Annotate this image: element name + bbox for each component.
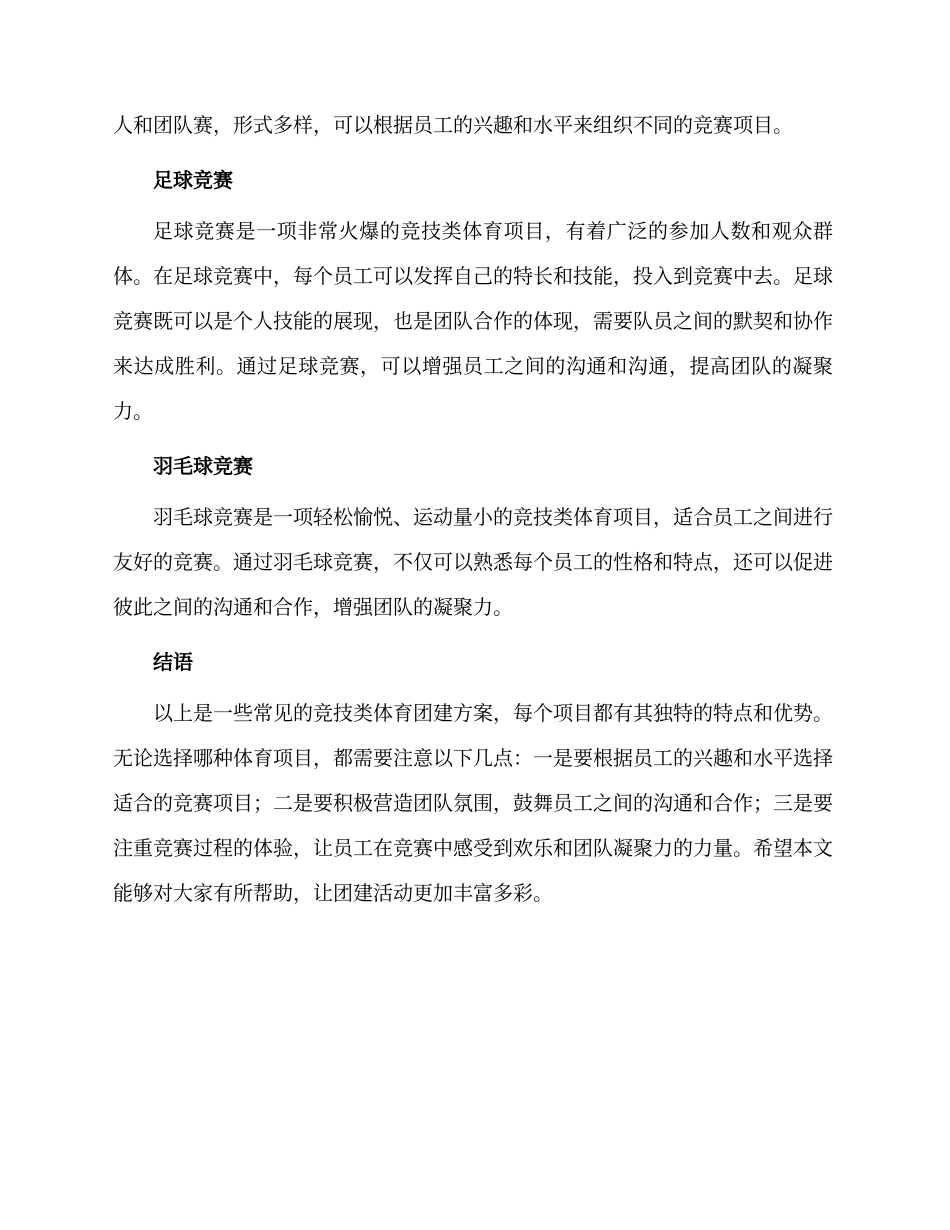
intro-paragraph-continued: 人和团队赛，形式多样，可以根据员工的兴趣和水平来组织不同的竞赛项目。 [113,113,793,137]
section-heading-badminton: 羽毛球竞赛 [153,454,253,478]
section-body-conclusion: 以上是一些常见的竞技类体育团建方案，每个项目都有其独特的特点和优势。无论选择哪种体育项目，都需要注意以下几点：一是要根据员工的兴趣和水平选择适合的竞赛项目；二是要积极营造团队氛围，鼓舞员工之间的沟通和合作；三是要注重竞赛过程的体验，让员工在竞赛中感受到欢乐和团队凝聚力的力量。希望本文能够对大家有所帮助，让团建活动更加丰富多彩。 [113,701,833,905]
section-heading-football: 足球竞赛 [153,168,233,192]
section-heading-conclusion: 结语 [153,650,193,674]
document-page [113,103,833,916]
section-body-football: 足球竞赛是一项非常火爆的竞技类体育项目，有着广泛的参加人数和观众群体。在足球竞赛中，每个员工可以发挥自己的特长和技能，投入到竞赛中去。足球竞赛既可以是个人技能的展现，也是团队合作的体现，需要队员之间的默契和协作来达成胜利。通过足球竞赛，可以增强员工之间的沟通和沟通，提高团队的凝聚力。 [113,219,833,423]
section-body-badminton: 羽毛球竞赛是一项轻松愉悦、运动量小的竞技类体育项目，适合员工之间进行友好的竞赛。通过羽毛球竞赛，不仅可以熟悉每个员工的性格和特点，还可以促进彼此之间的沟通和合作，增强团队的凝聚力。 [113,505,833,619]
